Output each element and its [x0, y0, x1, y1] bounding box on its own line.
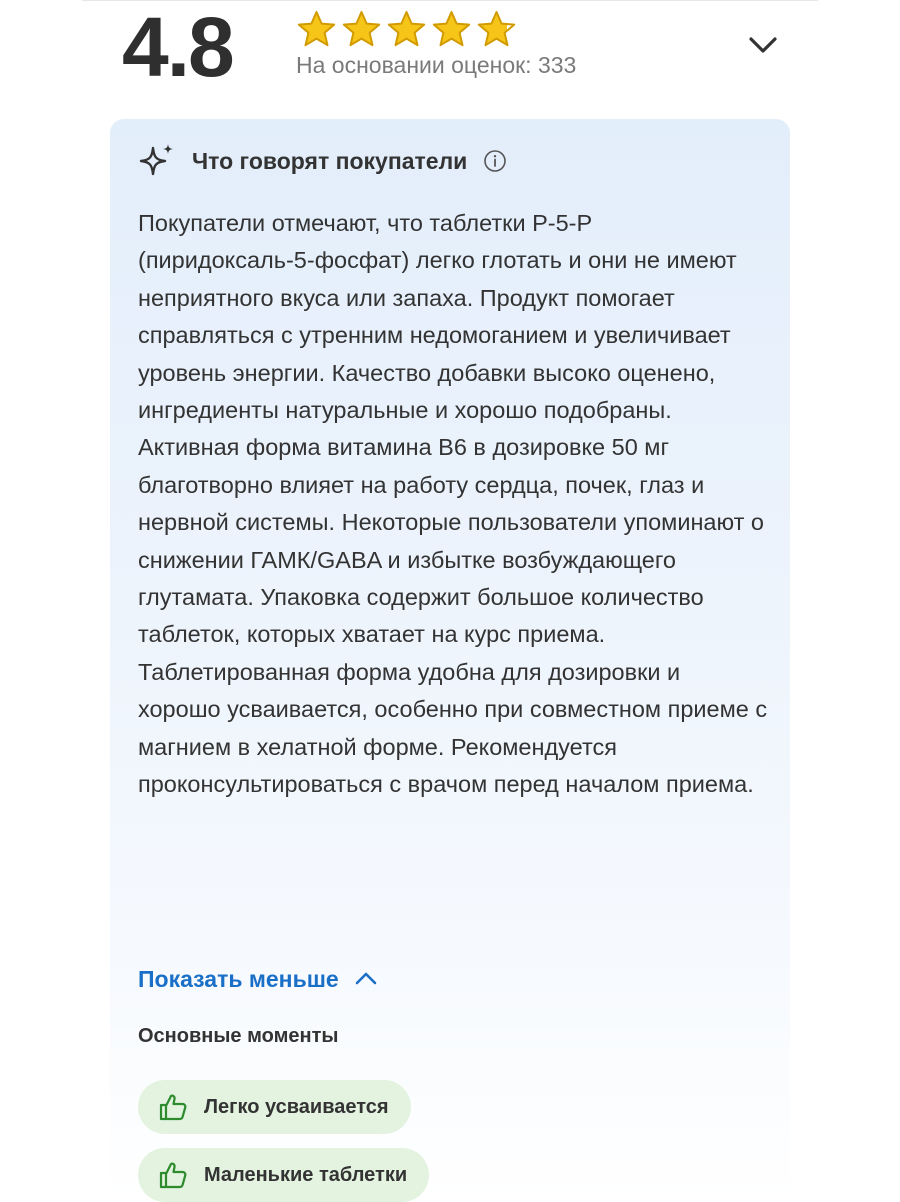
chevron-up-icon	[353, 966, 379, 992]
star-icon	[431, 10, 472, 48]
star-icon	[386, 10, 427, 48]
star-rating	[296, 10, 517, 48]
customer-summary-panel	[110, 119, 790, 1200]
star-icon	[296, 10, 337, 48]
panel-header	[138, 141, 507, 181]
thumbs-up-icon	[158, 1092, 188, 1122]
chevron-down-icon[interactable]	[745, 27, 781, 63]
rating-summary	[0, 0, 900, 110]
show-less-label: Показать меньше	[138, 965, 339, 992]
rating-count: На основании оценок: 333	[296, 52, 577, 78]
star-icon	[476, 10, 517, 48]
highlight-chip[interactable]	[138, 1148, 429, 1202]
summary-text: Покупатели отмечают, что таблетки P-5-P (пиридоксаль-5-фосфат) легко глотать и они не имеют неприятного вкуса или запаха. Продукт помогает справляться с утренним недомоганием и увеличивает уровень энергии. Качество добавки высоко оценено, ингредиенты натуральные и хорошо подобраны. Активная форма витамина B6 в дозировке 50 мг благотворно влияет на работу сердца, почек, глаз и нервной системы. Некоторые пользователи упоминают о снижении ГАМК/GABA и избытке возбуждающего глутамата. Упаковка содержит большое количество таблеток, которых хватает на курс приема. Таблетированная форма удобна для дозировки и хорошо усваивается, особенно при совместном приеме с магнием в хелатной форме. Рекомендуется проконсультироваться с врачом перед началом приема.	[138, 210, 768, 798]
sparkle-icon	[138, 142, 176, 180]
star-icon	[341, 10, 382, 48]
highlight-chip[interactable]	[138, 1080, 411, 1134]
highlights-title: Основные моменты	[138, 1025, 339, 1047]
thumbs-up-icon	[158, 1160, 188, 1190]
panel-title: Что говорят покупатели	[192, 147, 468, 174]
rating-value: 4.8	[122, 0, 233, 94]
show-less-button[interactable]	[138, 961, 379, 997]
highlight-label: Легко усваивается	[204, 1095, 389, 1118]
info-icon[interactable]	[483, 149, 507, 173]
highlight-label: Маленькие таблетки	[204, 1163, 408, 1186]
